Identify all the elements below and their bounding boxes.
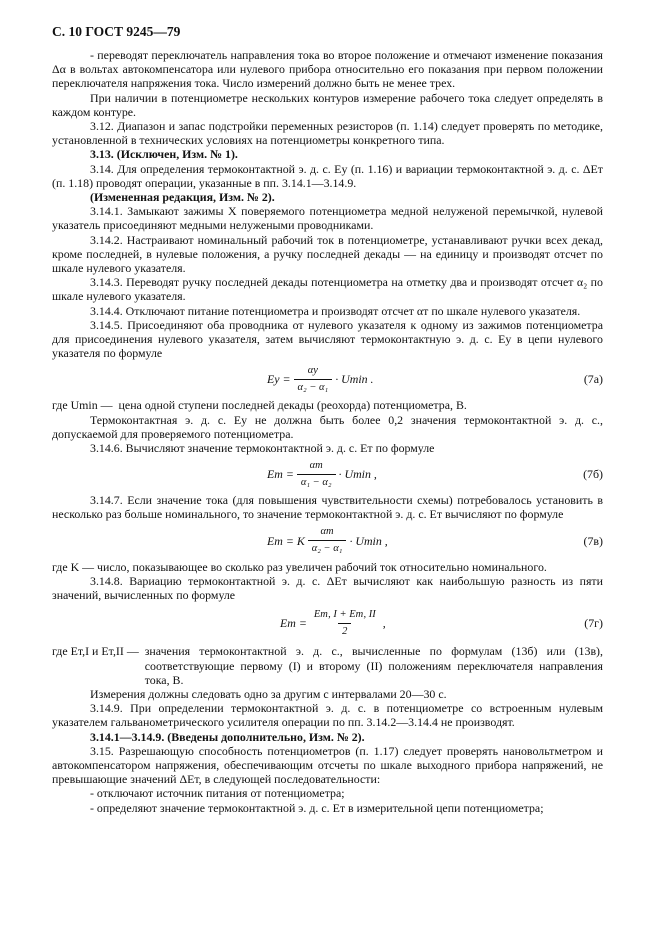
equation-rhs: ,	[382, 616, 386, 631]
definition	[52, 644, 603, 687]
paragraph: 3.14.3. Переводят ручку последней декады потенциометра на отметку два и производят отсчет α₂ по шкале нулевого указателя.	[52, 275, 603, 304]
numerator: αу	[307, 364, 318, 376]
fraction	[308, 525, 347, 556]
paragraph: 3.14.7. Если значение тока (для повышения чувствительности схемы) потребовалось установить в несколько раз больше номинального, то значение термоконтактной э. д. с. Eт вычисляют по формуле	[52, 493, 603, 522]
denominator: 2	[338, 623, 351, 639]
paragraph-excluded: 3.13. (Исключен, Изм. № 1).	[90, 147, 238, 162]
equation-rhs: · Umin ,	[338, 467, 377, 482]
definition-body: значения термоконтактной э. д. с., вычисленные по формулам (13б) или (13в), соответствующие первому (I) и второму (II) положениям переключателя направления тока, В.	[144, 644, 603, 687]
equation-number: (7г)	[584, 616, 603, 631]
list-item: - определяют значение термоконтактной э. д. с. Eт в измерительной цепи потенциометра;	[90, 800, 544, 815]
denominator: α₂ − α₁	[294, 379, 333, 395]
paragraph: - переводят переключатель направления тока во второе положение и отмечают изменение показания Δα в вольтах автокомпенсатора или нулевого прибора относительно его показания при первом положении переключателя напряжения тока. Число измерений должно быть не менее трех.	[52, 48, 603, 91]
equation-lhs: Eт = K	[267, 533, 305, 548]
equation-7g	[52, 602, 603, 644]
amendment-note: 3.14.1—3.14.9. (Введены дополнительно, Изм. № 2).	[90, 729, 365, 744]
equation-rhs: · Umin ,	[349, 533, 388, 548]
paragraph: 3.14.2. Настраивают номинальный рабочий ток в потенциометре, устанавливают ручки всех декад, кроме последней, в нулевые положения, а ручку последней декады — на единицу и производят отсчет по шкале нулевого указателя.	[52, 232, 603, 276]
equation-number: (7а)	[583, 372, 603, 387]
paragraph: 3.14.4. Отключают питание потенциометра и производят отсчет αт по шкале нулевого указателя.	[90, 303, 581, 318]
paragraph: 3.14.8. Вариацию термоконтактной э. д. с. ΔEт вычисляют как наибольшую разность из пяти значений, вычисленных по формуле	[52, 573, 603, 603]
equation-number: (7б)	[583, 467, 603, 482]
equation-number: (7в)	[583, 533, 603, 548]
denominator: α₁ − α₂	[297, 474, 336, 490]
document-body	[52, 48, 603, 815]
paragraph: 3.14.9. При определении термоконтактной э. д. с. в потенциометре со встроенным нулевым указателем гальванометрического усилителя операции по пп. 3.14.2—3.14.4 не производят.	[52, 701, 603, 730]
equation-7b	[52, 455, 603, 493]
equation-7v	[52, 522, 603, 560]
definition	[52, 398, 603, 412]
numerator: αт	[309, 459, 323, 471]
paragraph: Термоконтактная э. д. с. Eу не должна быть более 0,2 значения термоконтактной э. д. с., допускаемой для проверяемого потенциометра.	[52, 412, 603, 441]
paragraph: 3.14.5. Присоединяют оба проводника от нулевого указателя к одному из зажимов потенциометра для присоединения нулевого указателя, затем вычисляют термоконтактную э. д. с. Eу в цепи нулевого указателя по формуле	[52, 317, 603, 361]
list-item: - отключают источник питания от потенциометра;	[90, 786, 345, 801]
paragraph: Измерения должны следовать одно за другим с интервалами 20—30 с.	[90, 686, 447, 701]
definition-label: где Eт,I и Eт,II —	[52, 644, 139, 659]
paragraph: 3.14.1. Замыкают зажимы X поверяемого потенциометра медной нелуженой перемычкой, нулевой указатель присоединяют медными нелужеными проводниками.	[52, 204, 603, 233]
amendment-note: (Измененная редакция, Изм. № 2).	[90, 190, 275, 205]
page-header: С. 10 ГОСТ 9245—79	[52, 24, 181, 39]
equation-lhs: Eт =	[267, 467, 294, 482]
fraction	[310, 608, 380, 639]
equation-rhs: · Umin .	[335, 372, 374, 387]
numerator: Eт, I + Eт, II	[313, 608, 376, 620]
paragraph: 3.15. Разрешающую способность потенциометров (п. 1.17) следует проверять нановольтметром и автокомпенсатором напряжения, обеспечивающим отсчеты по шкале выходного прибора напряжений, не превышающие значений ΔEт, в следующей последовательности:	[52, 743, 603, 787]
equation-7a	[52, 360, 603, 398]
paragraph: 3.14.6. Вычисляют значение термоконтактной э. д. с. Eт по формуле	[90, 441, 435, 456]
definition-label: где Umin —	[52, 398, 113, 413]
fraction	[297, 459, 336, 490]
paragraph: 3.14. Для определения термоконтактной э. д. с. Eу (п. 1.16) и вариации термоконтактной э. д. с. ΔEт (п. 1.18) проводят операции, указанные в пп. 3.14.1—3.14.9.	[52, 161, 603, 190]
fraction	[294, 364, 333, 395]
paragraph: 3.12. Диапазон и запас подстройки переменных резисторов (п. 1.14) следует проверять по методике, установленной в технических условиях на потенциометры конкретного типа.	[52, 119, 603, 148]
paragraph: При наличии в потенциометре нескольких контуров измерение рабочего тока следует определять в каждом контуре.	[52, 90, 603, 119]
numerator: αт	[320, 525, 334, 537]
denominator: α₂ − α₁	[308, 540, 347, 556]
paragraph: где K — число, показывающее во сколько раз увеличен рабочий ток относительно номинального.	[52, 559, 547, 574]
definition-body: цена одной ступени последней декады (реохорда) потенциометра, В.	[118, 398, 467, 413]
equation-lhs: Eт =	[280, 616, 307, 631]
equation-lhs: Eу =	[267, 372, 291, 387]
